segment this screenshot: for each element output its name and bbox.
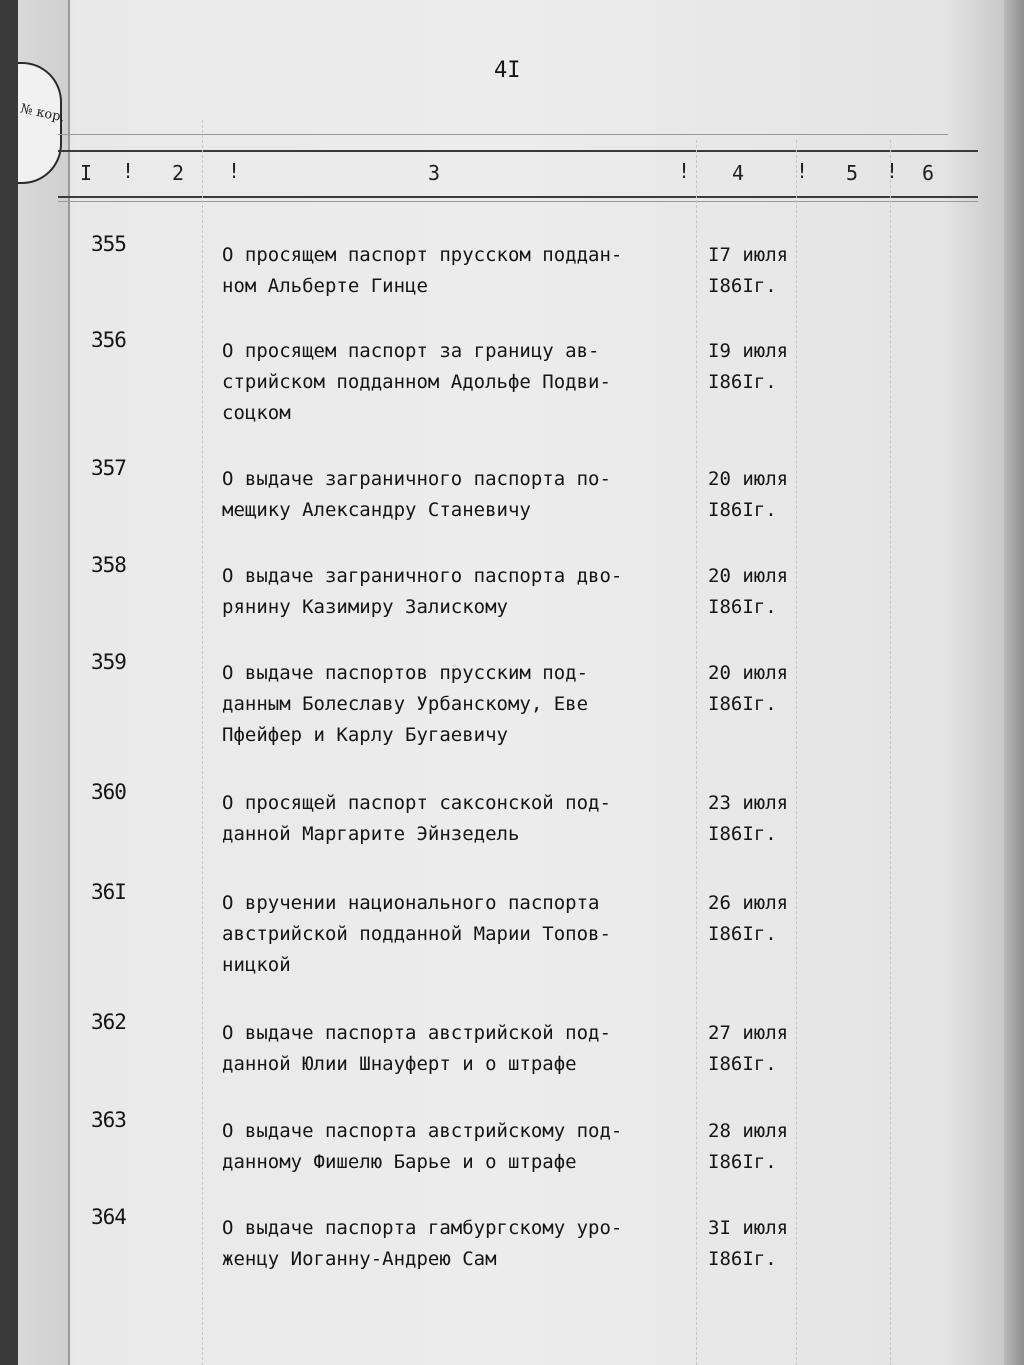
entry-date: I7 июля I86Iг. <box>708 244 789 297</box>
entry-number: 364 <box>91 1205 126 1229</box>
entry-number: 356 <box>91 328 126 352</box>
entry-date: 3I июля I86Iг. <box>708 1217 789 1270</box>
header-bottom-rule <box>58 196 978 198</box>
entry-number: 358 <box>91 553 126 577</box>
header-col-1: I <box>80 161 93 185</box>
underlying-page <box>18 0 70 1365</box>
header-separator: ! <box>886 159 899 183</box>
header-separator: ! <box>228 159 241 183</box>
entry-description: О просящем паспорт прусском поддан- ном Альберте Гинце <box>222 244 623 297</box>
header-bottom-rule-2 <box>58 201 978 202</box>
entry-date: 20 июля I86Iг. <box>708 565 789 618</box>
entry-description: О выдаче заграничного паспорта по- мещику Александру Станевичу <box>222 468 611 521</box>
header-col-6: 6 <box>922 161 935 185</box>
entry-date: 27 июля I86Iг. <box>708 1022 789 1075</box>
tab-label: № кор. <box>18 101 66 126</box>
header-separator: ! <box>678 159 691 183</box>
column-divider-1 <box>202 120 203 1365</box>
entry-date: 26 июля I86Iг. <box>708 892 789 945</box>
header-separator: ! <box>796 159 809 183</box>
entry-description: О выдаче паспорта австрийской под- данной Юлии Шнауферт и о штрафе <box>222 1022 611 1075</box>
header-col-2: 2 <box>172 161 185 185</box>
column-divider-3 <box>796 140 797 1365</box>
entry-number: 360 <box>91 780 126 804</box>
entry-description: О выдаче паспортов прусским под- данным Болеславу Урбанскому, Еве Пфейфер и Карлу Бугаевичу <box>222 662 589 746</box>
entry-description: О вручении национального паспорта австрийской подданной Марии Топов- ницкой <box>222 892 611 976</box>
entry-number: 359 <box>91 650 126 674</box>
entry-number: 357 <box>91 456 126 480</box>
column-divider-2 <box>696 140 697 1365</box>
entry-number: 36I <box>91 880 126 904</box>
column-divider-4 <box>890 140 891 1365</box>
entry-date: I9 июля I86Iг. <box>708 340 789 393</box>
page-number: 4I <box>494 58 521 83</box>
entry-date: 20 июля I86Iг. <box>708 468 789 521</box>
entry-date: 28 июля I86Iг. <box>708 1120 789 1173</box>
entry-date: 20 июля I86Iг. <box>708 662 789 715</box>
entry-date: 23 июля I86Iг. <box>708 792 789 845</box>
entry-number: 363 <box>91 1108 126 1132</box>
header-col-3: 3 <box>428 161 441 185</box>
header-separator: ! <box>122 159 135 183</box>
entry-number: 362 <box>91 1010 126 1034</box>
entry-description: О выдаче заграничного паспорта дво- рянину Казимиру Залискому <box>222 565 623 618</box>
entry-description: О выдаче паспорта гамбургскому уро- женцу Иоганну-Андрею Сам <box>222 1217 623 1270</box>
entry-description: О выдаче паспорта австрийскому под- данному Фишелю Барье и о штрафе <box>222 1120 623 1173</box>
header-col-5: 5 <box>846 161 859 185</box>
archive-inventory-sheet <box>18 0 1004 1365</box>
entry-number: 355 <box>91 232 126 256</box>
entry-description: О просящей паспорт саксонской под- данной Маргарите Эйнзедель <box>222 792 611 845</box>
header-top-rule <box>58 150 978 152</box>
faint-top-rule <box>58 134 948 135</box>
entry-description: О просящем паспорт за границу ав- стрийском подданном Адольфе Подви- соцком <box>222 340 611 424</box>
header-col-4: 4 <box>732 161 745 185</box>
